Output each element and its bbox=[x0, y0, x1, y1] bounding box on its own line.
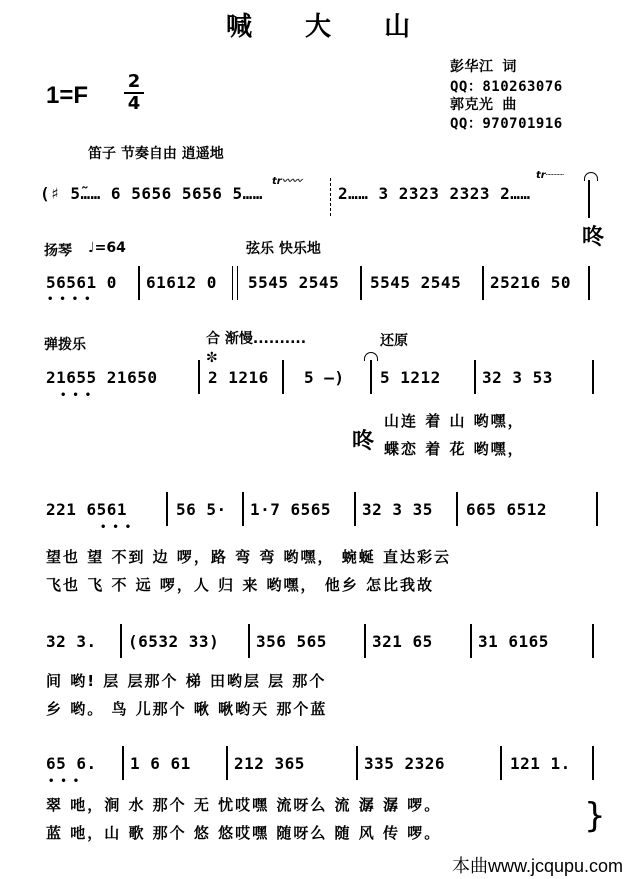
measure: 1·7 6565 bbox=[250, 500, 332, 519]
low-octave-dots: ••• bbox=[48, 776, 86, 787]
yangqin-label: 扬琴 bbox=[44, 243, 72, 259]
strings-direction: 弦乐 快乐地 bbox=[246, 241, 321, 257]
rit-direction: 合 渐慢.......... bbox=[206, 331, 307, 347]
barline bbox=[120, 624, 122, 658]
barline bbox=[282, 360, 284, 394]
measure: 65 6. bbox=[46, 754, 97, 773]
a-tempo-direction: 还原 bbox=[380, 333, 408, 349]
barline bbox=[364, 624, 366, 658]
measure: 2 1216 bbox=[208, 368, 269, 387]
lyric-verse-1: 山连 着 山 哟嘿， bbox=[384, 412, 525, 430]
barline bbox=[248, 624, 250, 658]
site-watermark: 本曲www.jcqupu.com bbox=[452, 856, 624, 876]
lyric-verse-2: 飞也 飞 不 远 啰，人 归 来 哟嘿， 他乡 怎比我故 bbox=[46, 576, 435, 594]
intro-direction: 笛子 节奏自由 逍遥地 bbox=[88, 146, 224, 162]
fermata-icon bbox=[584, 172, 598, 181]
verse-brace-icon: } bbox=[584, 796, 606, 836]
barline bbox=[360, 266, 362, 300]
pluck-label: 弹拨乐 bbox=[44, 337, 86, 353]
lyricist: 彭华江 词 bbox=[450, 59, 517, 75]
dong-label: 咚 bbox=[582, 225, 605, 250]
barline bbox=[356, 746, 358, 780]
barline bbox=[242, 492, 244, 526]
key-signature: 1=F bbox=[46, 82, 89, 109]
measure: 32 3 35 bbox=[362, 500, 433, 519]
low-octave-dots: ••• bbox=[60, 390, 98, 401]
barline bbox=[592, 746, 594, 780]
barline bbox=[370, 360, 372, 394]
lyric-verse-2: 蓝 吔，山 歌 那个 悠 悠哎嘿 随呀么 随 风 传 啰。 bbox=[46, 824, 442, 842]
song-title: 喊 大 山 bbox=[226, 12, 433, 42]
time-sig-numerator: 2 bbox=[127, 71, 141, 92]
measure: 56561 0 bbox=[46, 273, 117, 292]
barline bbox=[474, 360, 476, 394]
low-octave-dots: ••• bbox=[100, 522, 138, 533]
measure: 321 65 bbox=[372, 632, 433, 651]
barline bbox=[198, 360, 200, 394]
measure: 212 365 bbox=[234, 754, 305, 773]
dashed-barline bbox=[330, 178, 331, 216]
measure: 5545 2545 bbox=[370, 273, 462, 292]
lyricist-qq: QQ：810263076 bbox=[450, 79, 563, 95]
barline bbox=[592, 360, 594, 394]
measure: 221 6561 bbox=[46, 500, 128, 519]
repeat-barline bbox=[232, 266, 238, 300]
barline bbox=[456, 492, 458, 526]
time-sig-denominator: 4 bbox=[127, 93, 141, 114]
barline bbox=[470, 624, 472, 658]
measure: 25216 50 bbox=[490, 273, 572, 292]
measure: 121 1. bbox=[510, 754, 571, 773]
measure: 56 5· bbox=[176, 500, 227, 519]
trill-mark: tr┈┈┈ bbox=[536, 170, 564, 181]
segno-icon: ✼ bbox=[206, 350, 218, 366]
barline bbox=[166, 492, 168, 526]
measure: 5 1212 bbox=[380, 368, 441, 387]
measure: 31 6165 bbox=[478, 632, 549, 651]
barline bbox=[588, 266, 590, 300]
composer: 郭克光 曲 bbox=[450, 97, 517, 113]
measure: 5 –) bbox=[304, 368, 345, 387]
lyric-verse-2: 乡 哟。 鸟 儿那个 啾 啾哟天 那个蓝 bbox=[46, 700, 328, 718]
measure: (6532 33) bbox=[128, 632, 220, 651]
barline bbox=[226, 746, 228, 780]
measure: 356 565 bbox=[256, 632, 327, 651]
measure: 32 3. bbox=[46, 632, 97, 651]
measure: 665 6512 bbox=[466, 500, 548, 519]
measure: 61612 0 bbox=[146, 273, 217, 292]
barline bbox=[354, 492, 356, 526]
composer-qq: QQ：970701916 bbox=[450, 116, 563, 132]
lyric-verse-2: 蝶恋 着 花 哟嘿， bbox=[384, 440, 525, 458]
lyric-verse-1: 间 哟! 层 层那个 梯 田哟层 层 那个 bbox=[46, 672, 327, 690]
barline bbox=[122, 746, 124, 780]
measure: 32 3 53 bbox=[482, 368, 553, 387]
barline bbox=[588, 180, 590, 218]
barline bbox=[138, 266, 140, 300]
barline bbox=[596, 492, 598, 526]
measure: 1 6 61 bbox=[130, 754, 191, 773]
low-octave-dots: •••• bbox=[47, 294, 97, 305]
score-line-1b: 2…… 3 2323 2323 2…… bbox=[338, 184, 531, 203]
barline bbox=[592, 624, 594, 658]
score-line-1a: (♯ 5̃…… 6 5656 5656 5…… bbox=[40, 184, 263, 203]
measure: 21655 21650 bbox=[46, 368, 158, 387]
tempo-mark: ♩=64 bbox=[88, 240, 126, 256]
measure: 335 2326 bbox=[364, 754, 446, 773]
barline bbox=[482, 266, 484, 300]
trill-mark: tr〰〰 bbox=[272, 176, 302, 187]
barline bbox=[500, 746, 502, 780]
dong-label: 咚 bbox=[352, 429, 375, 454]
lyric-verse-1: 望也 望 不到 边 啰，路 弯 弯 哟嘿， 蜿蜒 直达彩云 bbox=[46, 548, 452, 566]
time-signature bbox=[124, 72, 144, 114]
lyric-verse-1: 翠 吔，涧 水 那个 无 忧哎嘿 流呀么 流 潺 潺 啰。 bbox=[46, 796, 442, 814]
measure: 5545 2545 bbox=[248, 273, 340, 292]
